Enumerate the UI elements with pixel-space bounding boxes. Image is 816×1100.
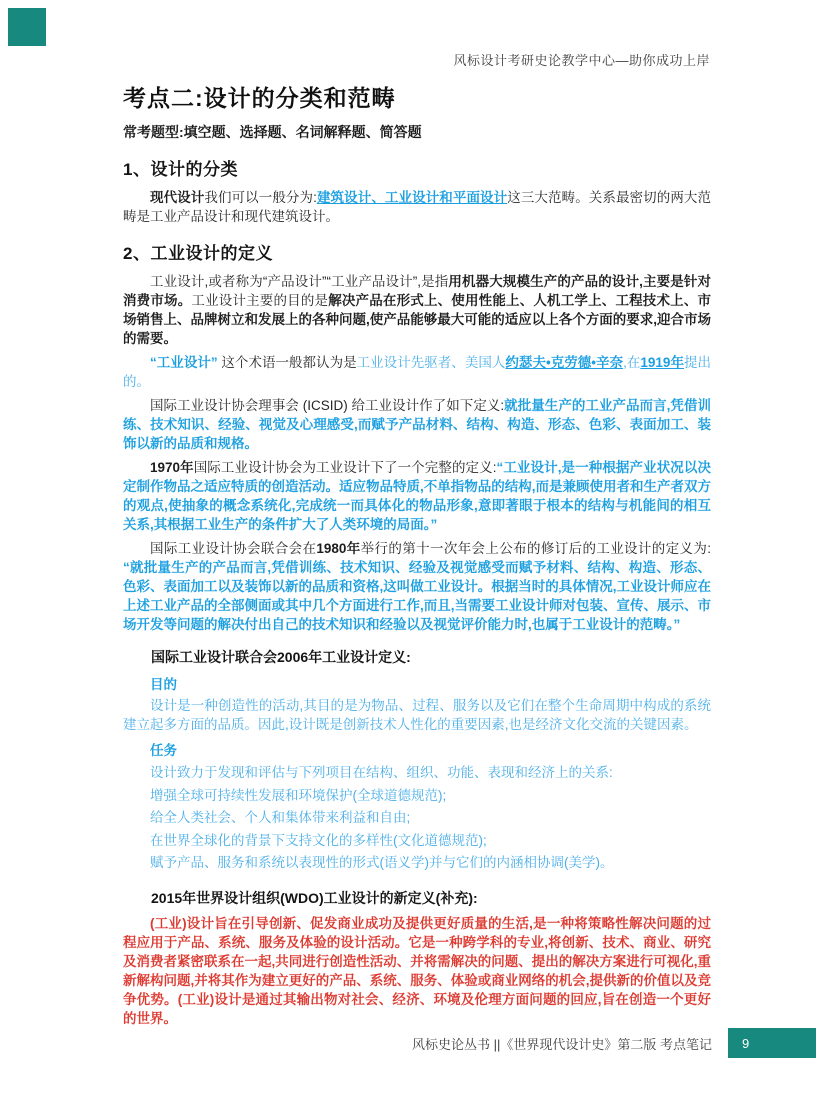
paragraph bbox=[123, 539, 711, 634]
text-run: 这三大范畴。关系最密切的两大范畴是工业产品设计和现代建筑设计。 bbox=[123, 190, 712, 224]
page-title: 考点二:设计的分类和范畴 bbox=[123, 85, 396, 111]
paragraph bbox=[123, 696, 711, 734]
text-run: 在世界全球化的背景下支持文化的多样性(文化道德规范); bbox=[150, 832, 487, 848]
page-subtitle: 常考题型:填空题、选择题、名词解释题、简答题 bbox=[123, 124, 422, 140]
text-run: 提出的。 bbox=[123, 355, 712, 389]
text-run: 2、工业设计的定义 bbox=[123, 244, 273, 263]
text-run: ,在 bbox=[623, 355, 641, 370]
text-run: 工业设计主要的目的是 bbox=[191, 293, 329, 308]
task-line bbox=[123, 785, 711, 808]
text-run: “工业设计” bbox=[150, 355, 218, 370]
text-run: 国际工业设计协会理事会 (ICSID) 给工业设计作了如下定义: bbox=[150, 398, 505, 413]
text-run: 1、设计的分类 bbox=[123, 160, 238, 179]
paragraph bbox=[123, 396, 711, 453]
paragraph bbox=[123, 272, 711, 348]
text-run: 举行的第十一次年会上公布的修订后的工业设计的定义为: bbox=[360, 541, 711, 556]
section-heading bbox=[123, 155, 711, 180]
text-run: 赋予产品、服务和系统以表现性的形式(语义学)并与它们的内涵相协调(美学)。 bbox=[150, 855, 614, 870]
text-run: 现代设计 bbox=[150, 190, 205, 205]
task-line bbox=[123, 852, 711, 875]
text-run: 给全人类社会、个人和集体带来利益和自由; bbox=[150, 810, 411, 825]
task-line bbox=[123, 830, 711, 853]
paragraph bbox=[123, 914, 711, 1028]
body-blocks bbox=[123, 155, 711, 1028]
paragraph bbox=[123, 353, 711, 391]
text-run: 国际工业设计协会为工业设计下了一个完整的定义: bbox=[193, 460, 497, 475]
subsection-heading bbox=[123, 647, 711, 667]
corner-decoration bbox=[8, 8, 46, 46]
text-run: 目的 bbox=[150, 677, 177, 692]
text-run: 1970年 bbox=[150, 460, 194, 475]
definition-label bbox=[123, 673, 711, 693]
page-content bbox=[123, 80, 711, 1033]
text-run: 任务 bbox=[150, 743, 177, 758]
text-run: 1980年 bbox=[316, 541, 361, 556]
text-run: 1919年 bbox=[640, 355, 684, 370]
footer-text: 风标史论丛书 ||《世界现代设计史》第二版 考点笔记 bbox=[412, 1036, 712, 1052]
text-run: 增强全球可持续性发展和环境保护(全球道德规范); bbox=[150, 787, 447, 803]
text-run: 国际工业设计协会联合会在 bbox=[150, 541, 317, 556]
section-heading bbox=[123, 239, 711, 264]
page-footer bbox=[0, 1028, 816, 1058]
text-run: 用机器大规模生产的产品的设计,主要是针对消费市场。 bbox=[123, 274, 711, 308]
text-run: 国际工业设计联合会2006年工业设计定义: bbox=[151, 649, 411, 665]
paragraph bbox=[123, 458, 711, 534]
text-run: “就批量生产的产品而言,凭借训练、技术知识、经验及视觉感受而赋予材料、结构、构造、形态、色彩、表面加工以及装饰以新的品质和资格,这叫做工业设计。根据当时的具体情况,工业设计师应在上述工业产品的全部侧面或其中几个方面进行工作,而且,当需要工业设计师对包装、宣传、展示、市场开发等问题的解决付出自己的技术知识和经验以及视觉评价能力时,也属于工业设计的范畴。” bbox=[123, 560, 712, 632]
text-run: 2015年世界设计组织(WDO)工业设计的新定义(补充): bbox=[151, 889, 478, 906]
text-run: 设计致力于发现和评估与下列项目在结构、组织、功能、表现和经济上的关系: bbox=[150, 765, 613, 780]
page-number-badge bbox=[728, 1028, 816, 1058]
task-line bbox=[123, 762, 711, 785]
paragraph bbox=[123, 188, 711, 226]
page-number: 9 bbox=[742, 1035, 750, 1051]
text-run: (工业)设计旨在引导创新、促发商业成功及提供更好质量的生活,是一种将策略性解决问题的过程应用于产品、系统、服务及体验的设计活动。它是一种跨学科的专业,将创新、技术、商业、研究及消费者紧密联系在一起,共同进行创造性活动、并将需解决的问题、提出的解决方案进行可视化,重新解构问题,并将其作为建立更好的产品、系统、服务、体验或商业网络的机会,提供新的价值以及竞争优势。(工业)设计是通过其输出物对社会、经济、环境及伦理方面问题的回应,旨在创造一个更好的世界。 bbox=[123, 915, 712, 1026]
text-run: 我们可以一般分为: bbox=[204, 190, 317, 205]
text-run: 建筑设计、工业设计和平面设计 bbox=[316, 190, 508, 205]
text-run: 约瑟夫•克劳德•辛奈 bbox=[505, 355, 624, 370]
task-line bbox=[123, 807, 711, 830]
subsection-heading bbox=[123, 888, 711, 908]
text-run: 这个术语一般都认为是 bbox=[217, 355, 357, 370]
text-run: 就批量生产的工业产品而言,凭借训练、技术知识、经验、视觉及心理感受,而赋予产品材料、结构、构造、形态、色彩、表面加工、装饰以新的品质和规格。 bbox=[123, 398, 711, 451]
text-run: 工业设计先驱者、美国人 bbox=[356, 355, 506, 370]
text-run: 设计是一种创造性的活动,其目的是为物品、过程、服务以及它们在整个生命周期中构成的系统建立起多方面的品质。因此,设计既是创新技术人性化的重要因素,也是经济文化交流的关键因素。 bbox=[123, 698, 711, 732]
text-run: “工业设计,是一种根据产业状况以决定制作物品之适应特质的创造活动。适应物品特质,不单指物品的结构,而是兼顾使用者和生产者双方的观点,使抽象的概念系统化,完成统一而具体化的物品形象,意即著眼于根本的结构与机能间的相互关系,其根据工业生产的条件扩大了人类环境的局面。” bbox=[123, 460, 712, 532]
header-text: 风标设计考研史论教学中心—助你成功上岸 bbox=[453, 53, 710, 68]
text-run: 工业设计,或者称为“产品设计”“工业产品设计”,是指 bbox=[150, 274, 449, 289]
definition-label bbox=[123, 739, 711, 759]
text-run: 解决产品在形式上、使用性能上、人机工学上、工程技术上、市场销售上、品牌树立和发展上的各种问题,使产品能够最大可能的适应以上各个方面的要求,迎合市场的需要。 bbox=[123, 293, 712, 346]
